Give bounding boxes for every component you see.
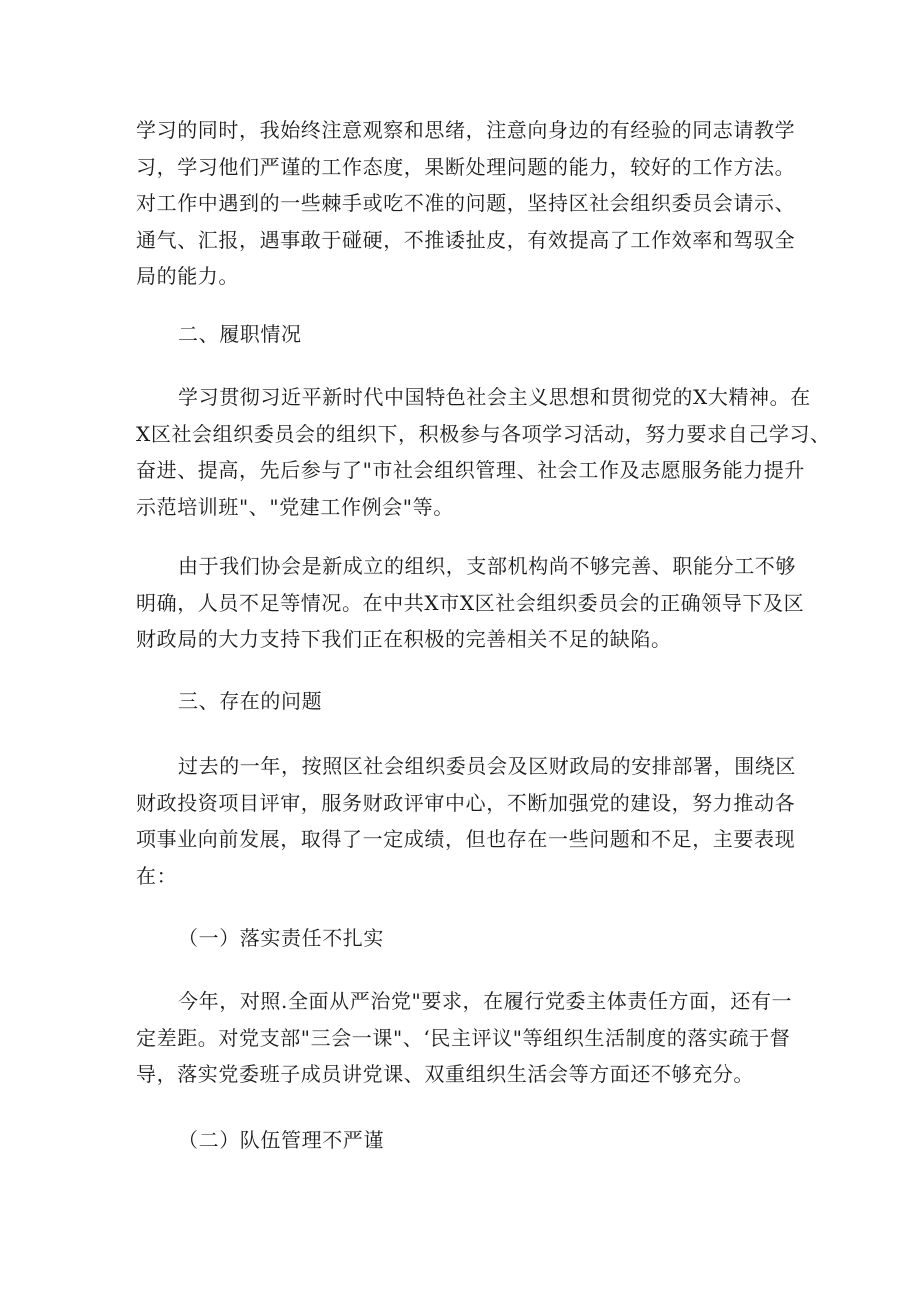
text-line: 今年，对照.全面从严治党"要求，在履行党委主体责任方面，还有一: [178, 989, 793, 1013]
text-line: 局的能力。: [136, 264, 239, 288]
text-line: 定差距。对党支部"三会一课"、‘民主评议"等组织生活制度的落实疏于督: [136, 1025, 791, 1050]
text-line: 对工作中遇到的一些棘手或吃不准的问题，坚持区社会组织委员会请示、: [136, 191, 796, 215]
paragraph-organization-status: [136, 548, 805, 658]
text-line: 由于我们协会是新成立的组织，支部机构尚不够完善、职能分工不够: [178, 554, 796, 578]
text-line: 导，落实党委班子成员讲党课、双重组织生活会等方面还不够充分。: [136, 1062, 754, 1086]
text-line: 学习的同时，我始终注意观察和思绪，注意向身边的有经验的同志请教学: [136, 118, 796, 142]
paragraph-responsibility: [136, 983, 793, 1093]
text-line: 财政局的大力支持下我们正在积极的完善相关不足的缺陷。: [136, 627, 672, 651]
text-line: 示范培训班"、"党建工作例会"等。: [136, 494, 454, 519]
paragraph-past-year: [136, 748, 796, 894]
paragraph-study-method: [136, 112, 796, 295]
text-line: 财政投资项目评审，服务财政评审中心，不断加强党的建设，努力推动各: [136, 790, 796, 815]
subsection-heading-team-management: （二）队伍管理不严谨: [178, 1128, 384, 1152]
section-heading-duties: 二、履职情况: [178, 322, 302, 346]
text-line: 项事业向前发展，取得了一定成绩，但也存在一些问题和不足，主要表现: [136, 827, 796, 851]
text-line: 在：: [136, 863, 178, 888]
text-line: X区社会组织委员会的组织下，积极参与各项学习活动，努力要求自己学习、: [136, 421, 831, 446]
text-line: 通气、汇报，遇事敢于碰硬，不推诿扯皮，有效提高了工作效率和驾驭全: [136, 227, 796, 252]
text-line: 学习贯彻习近平新时代中国特色社会主义思想和贯彻党的X大精神。在: [178, 385, 811, 409]
text-line: 习，学习他们严谨的工作态度，果断处理问题的能力，较好的工作方法。: [136, 154, 796, 179]
subsection-heading-responsibility: （一）落实责任不扎实: [178, 926, 384, 950]
paragraph-learning-activities: [136, 379, 831, 525]
section-heading-problems: 三、存在的问题: [178, 689, 323, 713]
text-line: 过去的一年，按照区社会组织委员会及区财政局的安排部署，围绕区: [178, 754, 796, 778]
text-line: 明确，人员不足等情况。在中共X市X区社会组织委员会的正确领导下及区: [136, 590, 805, 615]
text-line: 奋进、提高，先后参与了"市社会组织管理、社会工作及志愿服务能力提升: [136, 458, 805, 482]
